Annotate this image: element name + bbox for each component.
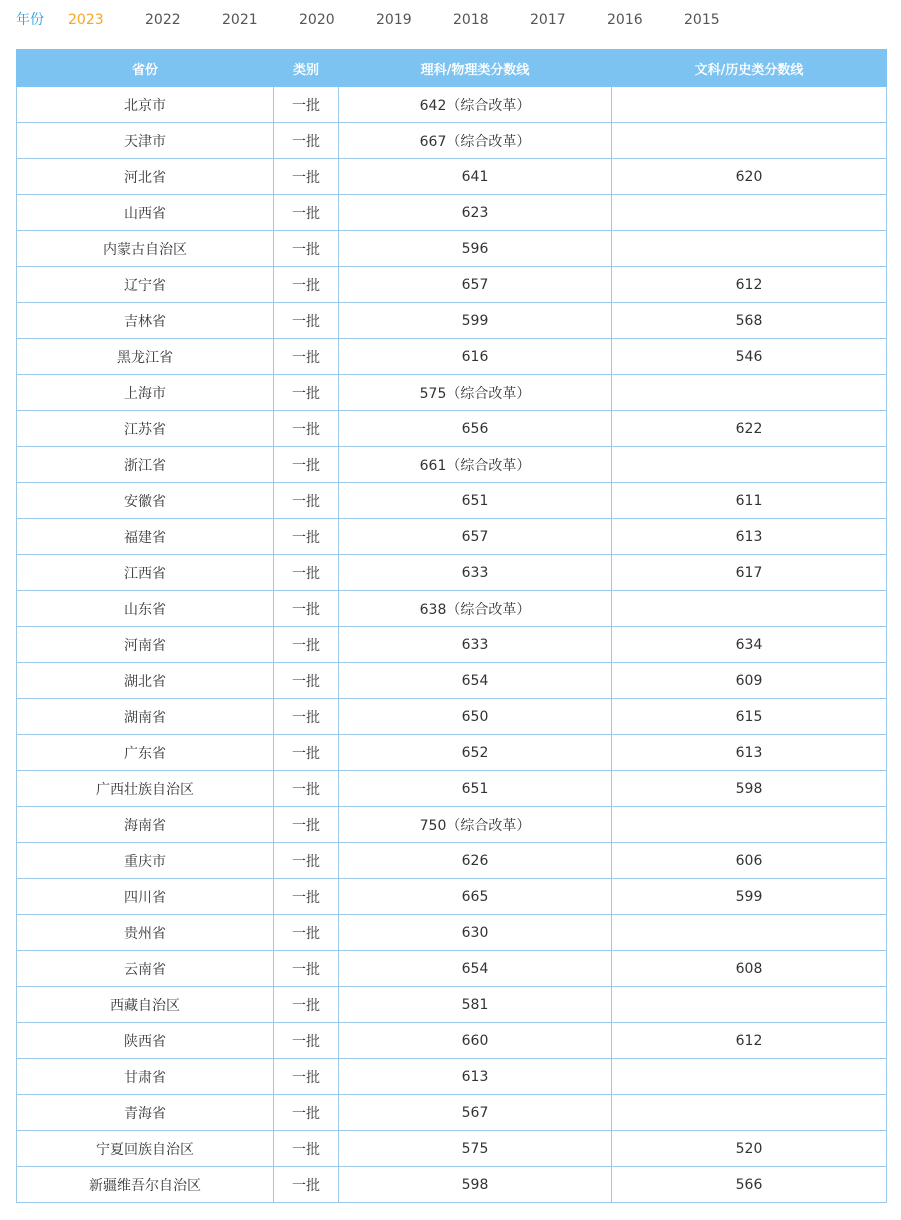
cell-province: 西藏自治区 bbox=[17, 987, 274, 1023]
cell-arts-score: 615 bbox=[612, 699, 887, 735]
cell-science-score: 613 bbox=[339, 1059, 612, 1095]
cell-category: 一批 bbox=[274, 483, 339, 519]
table-row bbox=[17, 735, 887, 771]
table-row bbox=[17, 555, 887, 591]
cell-province: 辽宁省 bbox=[17, 267, 274, 303]
cell-arts-score bbox=[612, 1095, 887, 1131]
cell-science-score: 616 bbox=[339, 339, 612, 375]
cell-category: 一批 bbox=[274, 195, 339, 231]
cell-science-score: 633 bbox=[339, 627, 612, 663]
table-row bbox=[17, 411, 887, 447]
cell-science-score: 654 bbox=[339, 663, 612, 699]
cell-science-score: 567 bbox=[339, 1095, 612, 1131]
cell-arts-score bbox=[612, 231, 887, 267]
table-row bbox=[17, 807, 887, 843]
table-row bbox=[17, 1059, 887, 1095]
cell-arts-score: 617 bbox=[612, 555, 887, 591]
cell-category: 一批 bbox=[274, 735, 339, 771]
cell-science-score: 667（综合改革） bbox=[339, 123, 612, 159]
cell-science-score: 596 bbox=[339, 231, 612, 267]
cell-province: 新疆维吾尔自治区 bbox=[17, 1167, 274, 1203]
table-row bbox=[17, 519, 887, 555]
table-row bbox=[17, 1167, 887, 1203]
year-tab-2023[interactable]: 2023 bbox=[68, 12, 104, 28]
cell-category: 一批 bbox=[274, 123, 339, 159]
cell-province: 天津市 bbox=[17, 123, 274, 159]
table-body bbox=[17, 87, 887, 1203]
cell-arts-score: 566 bbox=[612, 1167, 887, 1203]
cell-province: 山西省 bbox=[17, 195, 274, 231]
cell-science-score: 630 bbox=[339, 915, 612, 951]
cell-category: 一批 bbox=[274, 87, 339, 123]
table-row bbox=[17, 1131, 887, 1167]
cell-province: 湖南省 bbox=[17, 699, 274, 735]
cell-science-score: 665 bbox=[339, 879, 612, 915]
cell-province: 北京市 bbox=[17, 87, 274, 123]
cell-arts-score bbox=[612, 591, 887, 627]
table-row bbox=[17, 1095, 887, 1131]
cell-province: 陕西省 bbox=[17, 1023, 274, 1059]
cell-province: 河南省 bbox=[17, 627, 274, 663]
cell-province: 云南省 bbox=[17, 951, 274, 987]
cell-province: 浙江省 bbox=[17, 447, 274, 483]
cell-arts-score: 598 bbox=[612, 771, 887, 807]
cell-arts-score: 622 bbox=[612, 411, 887, 447]
table-row bbox=[17, 879, 887, 915]
cell-category: 一批 bbox=[274, 771, 339, 807]
cell-category: 一批 bbox=[274, 699, 339, 735]
cell-province: 江苏省 bbox=[17, 411, 274, 447]
year-tab-2018[interactable]: 2018 bbox=[453, 12, 489, 28]
admission-score-table bbox=[16, 49, 887, 1203]
cell-category: 一批 bbox=[274, 591, 339, 627]
cell-science-score: 654 bbox=[339, 951, 612, 987]
year-tab-2020[interactable]: 2020 bbox=[299, 12, 335, 28]
cell-science-score: 642（综合改革） bbox=[339, 87, 612, 123]
cell-province: 广西壮族自治区 bbox=[17, 771, 274, 807]
cell-science-score: 575（综合改革） bbox=[339, 375, 612, 411]
cell-category: 一批 bbox=[274, 1131, 339, 1167]
cell-category: 一批 bbox=[274, 663, 339, 699]
table-row bbox=[17, 159, 887, 195]
cell-science-score: 651 bbox=[339, 771, 612, 807]
cell-province: 内蒙古自治区 bbox=[17, 231, 274, 267]
table-row bbox=[17, 195, 887, 231]
cell-arts-score: 568 bbox=[612, 303, 887, 339]
table-row bbox=[17, 339, 887, 375]
table-row bbox=[17, 483, 887, 519]
cell-province: 河北省 bbox=[17, 159, 274, 195]
cell-arts-score: 546 bbox=[612, 339, 887, 375]
cell-province: 重庆市 bbox=[17, 843, 274, 879]
cell-arts-score bbox=[612, 375, 887, 411]
cell-science-score: 660 bbox=[339, 1023, 612, 1059]
cell-province: 吉林省 bbox=[17, 303, 274, 339]
cell-category: 一批 bbox=[274, 915, 339, 951]
table-row bbox=[17, 663, 887, 699]
cell-province: 贵州省 bbox=[17, 915, 274, 951]
year-tab-2019[interactable]: 2019 bbox=[376, 12, 412, 28]
cell-science-score: 750（综合改革） bbox=[339, 807, 612, 843]
cell-arts-score: 520 bbox=[612, 1131, 887, 1167]
year-tab-2016[interactable]: 2016 bbox=[607, 12, 643, 28]
cell-category: 一批 bbox=[274, 1059, 339, 1095]
cell-science-score: 661（综合改革） bbox=[339, 447, 612, 483]
table-row bbox=[17, 843, 887, 879]
cell-arts-score bbox=[612, 1059, 887, 1095]
cell-science-score: 657 bbox=[339, 267, 612, 303]
cell-science-score: 641 bbox=[339, 159, 612, 195]
cell-province: 安徽省 bbox=[17, 483, 274, 519]
header-arts-score: 文科/历史类分数线 bbox=[612, 50, 887, 87]
cell-arts-score bbox=[612, 195, 887, 231]
table-row bbox=[17, 123, 887, 159]
cell-arts-score: 613 bbox=[612, 519, 887, 555]
cell-science-score: 638（综合改革） bbox=[339, 591, 612, 627]
table-row bbox=[17, 987, 887, 1023]
cell-science-score: 599 bbox=[339, 303, 612, 339]
cell-category: 一批 bbox=[274, 807, 339, 843]
table-row bbox=[17, 303, 887, 339]
cell-province: 甘肃省 bbox=[17, 1059, 274, 1095]
table-row bbox=[17, 1023, 887, 1059]
cell-province: 上海市 bbox=[17, 375, 274, 411]
cell-province: 湖北省 bbox=[17, 663, 274, 699]
cell-science-score: 581 bbox=[339, 987, 612, 1023]
cell-category: 一批 bbox=[274, 879, 339, 915]
cell-arts-score: 620 bbox=[612, 159, 887, 195]
cell-province: 黑龙江省 bbox=[17, 339, 274, 375]
cell-category: 一批 bbox=[274, 1167, 339, 1203]
cell-category: 一批 bbox=[274, 519, 339, 555]
cell-science-score: 656 bbox=[339, 411, 612, 447]
year-filter-label: 年份 bbox=[16, 12, 44, 28]
cell-category: 一批 bbox=[274, 843, 339, 879]
cell-category: 一批 bbox=[274, 303, 339, 339]
table-row bbox=[17, 771, 887, 807]
table-row bbox=[17, 231, 887, 267]
table-row bbox=[17, 591, 887, 627]
cell-category: 一批 bbox=[274, 339, 339, 375]
cell-category: 一批 bbox=[274, 447, 339, 483]
table-row bbox=[17, 87, 887, 123]
cell-arts-score: 609 bbox=[612, 663, 887, 699]
cell-arts-score: 608 bbox=[612, 951, 887, 987]
cell-category: 一批 bbox=[274, 555, 339, 591]
table-row bbox=[17, 375, 887, 411]
cell-arts-score bbox=[612, 987, 887, 1023]
cell-science-score: 652 bbox=[339, 735, 612, 771]
cell-arts-score: 613 bbox=[612, 735, 887, 771]
cell-science-score: 650 bbox=[339, 699, 612, 735]
cell-category: 一批 bbox=[274, 231, 339, 267]
header-science-score: 理科/物理类分数线 bbox=[339, 50, 612, 87]
cell-category: 一批 bbox=[274, 1095, 339, 1131]
table-row bbox=[17, 627, 887, 663]
cell-category: 一批 bbox=[274, 951, 339, 987]
cell-science-score: 623 bbox=[339, 195, 612, 231]
cell-arts-score bbox=[612, 123, 887, 159]
cell-science-score: 598 bbox=[339, 1167, 612, 1203]
cell-category: 一批 bbox=[274, 1023, 339, 1059]
cell-province: 青海省 bbox=[17, 1095, 274, 1131]
cell-province: 四川省 bbox=[17, 879, 274, 915]
cell-science-score: 657 bbox=[339, 519, 612, 555]
table-header-row bbox=[17, 50, 887, 87]
cell-category: 一批 bbox=[274, 267, 339, 303]
cell-province: 海南省 bbox=[17, 807, 274, 843]
cell-arts-score: 606 bbox=[612, 843, 887, 879]
cell-arts-score bbox=[612, 915, 887, 951]
year-filter-bar bbox=[0, 0, 901, 40]
cell-science-score: 575 bbox=[339, 1131, 612, 1167]
header-category: 类别 bbox=[274, 50, 339, 87]
cell-science-score: 626 bbox=[339, 843, 612, 879]
cell-category: 一批 bbox=[274, 375, 339, 411]
cell-category: 一批 bbox=[274, 987, 339, 1023]
cell-science-score: 633 bbox=[339, 555, 612, 591]
cell-arts-score bbox=[612, 87, 887, 123]
table-row bbox=[17, 915, 887, 951]
cell-arts-score bbox=[612, 447, 887, 483]
cell-arts-score: 612 bbox=[612, 1023, 887, 1059]
year-tab-2022[interactable]: 2022 bbox=[145, 12, 181, 28]
year-tab-2017[interactable]: 2017 bbox=[530, 12, 566, 28]
cell-province: 福建省 bbox=[17, 519, 274, 555]
cell-arts-score: 611 bbox=[612, 483, 887, 519]
cell-province: 广东省 bbox=[17, 735, 274, 771]
cell-province: 江西省 bbox=[17, 555, 274, 591]
cell-province: 宁夏回族自治区 bbox=[17, 1131, 274, 1167]
year-tab-2015[interactable]: 2015 bbox=[684, 12, 720, 28]
year-tab-2021[interactable]: 2021 bbox=[222, 12, 258, 28]
cell-category: 一批 bbox=[274, 627, 339, 663]
cell-category: 一批 bbox=[274, 159, 339, 195]
cell-province: 山东省 bbox=[17, 591, 274, 627]
cell-category: 一批 bbox=[274, 411, 339, 447]
table-row bbox=[17, 267, 887, 303]
table-row bbox=[17, 699, 887, 735]
header-province: 省份 bbox=[17, 50, 274, 87]
cell-arts-score bbox=[612, 807, 887, 843]
cell-arts-score: 634 bbox=[612, 627, 887, 663]
cell-arts-score: 612 bbox=[612, 267, 887, 303]
table-row bbox=[17, 447, 887, 483]
cell-science-score: 651 bbox=[339, 483, 612, 519]
table-row bbox=[17, 951, 887, 987]
cell-arts-score: 599 bbox=[612, 879, 887, 915]
